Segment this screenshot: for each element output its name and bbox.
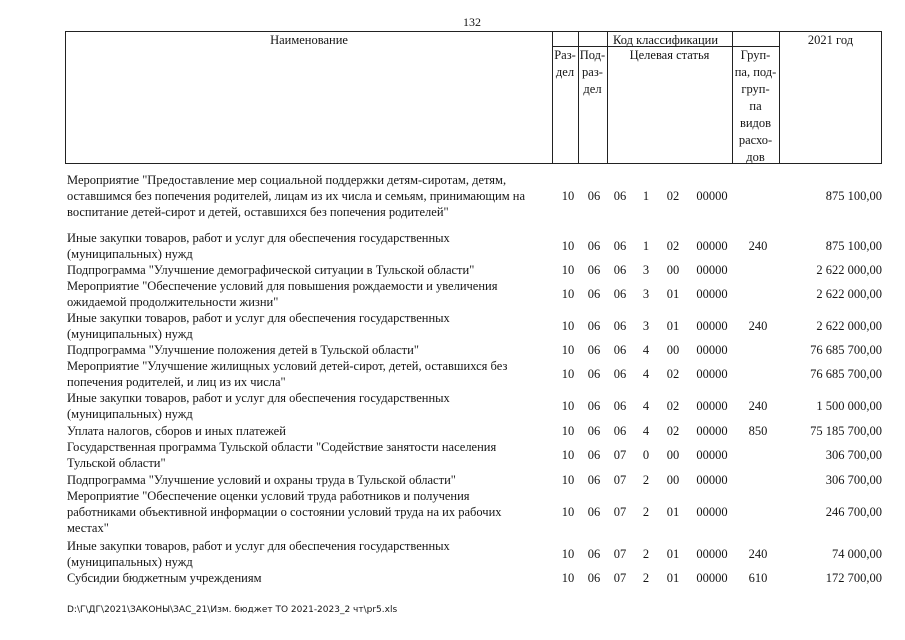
header-group: Груп- па, под- груп- па видов расхо- дов — [734, 48, 777, 164]
cell-target-4: 00000 — [696, 189, 728, 203]
table-row — [0, 230, 905, 262]
cell-razdel: 10 — [561, 189, 575, 203]
cell-target-2: 3 — [642, 263, 650, 277]
cell-target-2: 4 — [642, 367, 650, 381]
cell-target-1: 06 — [613, 287, 627, 301]
cell-target-1: 07 — [613, 473, 627, 487]
table-header — [65, 31, 882, 164]
header-name: Наименование — [270, 33, 348, 47]
header-podrazdel: Под- раз- дел — [579, 48, 606, 96]
cell-target-3: 02 — [666, 189, 680, 203]
cell-target-4: 00000 — [696, 343, 728, 357]
cell-razdel: 10 — [561, 239, 575, 253]
cell-podrazdel: 06 — [587, 399, 601, 413]
cell-group: 610 — [748, 571, 768, 585]
cell-target-2: 3 — [642, 319, 650, 333]
table-row — [0, 439, 905, 471]
cell-target-2: 4 — [642, 399, 650, 413]
cell-razdel: 10 — [561, 343, 575, 357]
table-row — [0, 472, 905, 488]
cell-target-1: 06 — [613, 343, 627, 357]
cell-target-2: 0 — [642, 448, 650, 462]
file-path-footer: D:\Г\ДГ\2021\ЗАКОНЫ\ЗАС_21\Изм. бюджет ТО 2021-2023_2 чт\pr5.xls — [67, 605, 398, 615]
cell-podrazdel: 06 — [587, 189, 601, 203]
cell-target-4: 00000 — [696, 399, 728, 413]
cell-target-3: 00 — [666, 448, 680, 462]
row-name: Подпрограмма "Улучшение положения детей в Тульской области" — [67, 343, 419, 357]
row-name: Подпрограмма "Улучшение условий и охраны труда в Тульской области" — [67, 473, 456, 487]
cell-target-4: 00000 — [696, 263, 728, 277]
cell-target-4: 00000 — [696, 239, 728, 253]
row-name: Иные закупки товаров, работ и услуг для обеспечения государственных (муниципальных) нужд — [67, 539, 450, 569]
cell-razdel: 10 — [561, 571, 575, 585]
cell-target-4: 00000 — [696, 448, 728, 462]
cell-target-2: 1 — [642, 189, 650, 203]
cell-target-1: 06 — [613, 399, 627, 413]
cell-target-3: 00 — [666, 343, 680, 357]
cell-amount: 306 700,00 — [825, 448, 882, 462]
cell-target-2: 3 — [642, 287, 650, 301]
cell-razdel: 10 — [561, 263, 575, 277]
cell-target-3: 00 — [666, 473, 680, 487]
cell-amount: 2 622 000,00 — [816, 319, 882, 333]
cell-razdel: 10 — [561, 424, 575, 438]
table-row — [0, 488, 905, 536]
cell-amount: 2 622 000,00 — [816, 263, 882, 277]
cell-target-2: 2 — [642, 473, 650, 487]
cell-target-3: 02 — [666, 399, 680, 413]
cell-amount: 875 100,00 — [825, 239, 882, 253]
cell-target-4: 00000 — [696, 287, 728, 301]
row-name: Мероприятие "Предоставление мер социальной поддержки детям-сиротам, детям, оставшимся без попечения родителей, лицам из их числа и семьям, принимающим на воспитание детей-сирот и детей, оставшихся без попечения родителей" — [67, 173, 526, 219]
cell-group: 850 — [748, 424, 768, 438]
cell-target-2: 4 — [642, 343, 650, 357]
cell-target-3: 02 — [666, 367, 680, 381]
cell-group: 240 — [748, 239, 768, 253]
cell-podrazdel: 06 — [587, 547, 601, 561]
cell-target-1: 07 — [613, 571, 627, 585]
cell-target-1: 07 — [613, 448, 627, 462]
cell-target-3: 01 — [666, 319, 680, 333]
header-code: Код классификации — [612, 33, 719, 47]
table-row — [0, 423, 905, 439]
row-name: Мероприятие "Обеспечение оценки условий труда работников и получения работниками объективной информации о состоянии условий труда на их рабочих местах" — [67, 489, 502, 535]
cell-target-2: 2 — [642, 547, 650, 561]
cell-amount: 246 700,00 — [825, 505, 882, 519]
cell-target-4: 00000 — [696, 367, 728, 381]
cell-target-3: 01 — [666, 571, 680, 585]
cell-podrazdel: 06 — [587, 319, 601, 333]
row-name: Подпрограмма "Улучшение демографической ситуации в Тульской области" — [67, 263, 475, 277]
cell-amount: 1 500 000,00 — [816, 399, 882, 413]
cell-group: 240 — [748, 399, 768, 413]
cell-target-1: 06 — [613, 189, 627, 203]
cell-podrazdel: 06 — [587, 448, 601, 462]
row-name: Иные закупки товаров, работ и услуг для обеспечения государственных (муниципальных) нужд — [67, 391, 450, 421]
cell-target-1: 07 — [613, 505, 627, 519]
cell-podrazdel: 06 — [587, 367, 601, 381]
row-name: Иные закупки товаров, работ и услуг для обеспечения государственных (муниципальных) нужд — [67, 231, 450, 261]
cell-amount: 306 700,00 — [825, 473, 882, 487]
cell-target-2: 2 — [642, 505, 650, 519]
cell-target-3: 02 — [666, 424, 680, 438]
cell-razdel: 10 — [561, 473, 575, 487]
cell-target-3: 01 — [666, 287, 680, 301]
table-row — [0, 310, 905, 342]
cell-target-4: 00000 — [696, 319, 728, 333]
table-row — [0, 390, 905, 422]
table-row — [0, 262, 905, 278]
cell-podrazdel: 06 — [587, 263, 601, 277]
cell-podrazdel: 06 — [587, 239, 601, 253]
cell-target-1: 07 — [613, 547, 627, 561]
cell-target-2: 2 — [642, 571, 650, 585]
cell-amount: 76 685 700,00 — [810, 367, 882, 381]
cell-target-1: 06 — [613, 424, 627, 438]
cell-podrazdel: 06 — [587, 505, 601, 519]
row-name: Государственная программа Тульской области "Содействие занятости населения Тульской области" — [67, 440, 497, 470]
cell-podrazdel: 06 — [587, 287, 601, 301]
header-target-article: Целевая статья — [629, 48, 710, 62]
cell-target-2: 4 — [642, 424, 650, 438]
table-row — [0, 570, 905, 586]
cell-razdel: 10 — [561, 505, 575, 519]
cell-podrazdel: 06 — [587, 424, 601, 438]
cell-target-4: 00000 — [696, 505, 728, 519]
table-row — [0, 358, 905, 390]
table-row — [0, 538, 905, 570]
cell-target-4: 00000 — [696, 547, 728, 561]
table-row — [0, 342, 905, 358]
cell-group: 240 — [748, 319, 768, 333]
cell-target-3: 00 — [666, 263, 680, 277]
cell-amount: 2 622 000,00 — [816, 287, 882, 301]
cell-target-1: 06 — [613, 367, 627, 381]
cell-target-4: 00000 — [696, 424, 728, 438]
cell-target-4: 00000 — [696, 473, 728, 487]
row-name: Мероприятие "Обеспечение условий для повышения рождаемости и увеличения ожидаемой продолжительности жизни" — [67, 279, 498, 309]
cell-amount: 172 700,00 — [825, 571, 882, 585]
row-name: Мероприятие "Улучшение жилищных условий детей-сирот, детей, оставшихся без попечения родителей, и лиц из их числа" — [67, 359, 508, 389]
page-number: 132 — [463, 15, 481, 29]
cell-razdel: 10 — [561, 448, 575, 462]
table-row — [0, 172, 905, 220]
cell-podrazdel: 06 — [587, 571, 601, 585]
cell-razdel: 10 — [561, 287, 575, 301]
header-year: 2021 год — [807, 33, 854, 47]
cell-amount: 74 000,00 — [832, 547, 882, 561]
cell-razdel: 10 — [561, 399, 575, 413]
cell-amount: 875 100,00 — [825, 189, 882, 203]
cell-target-3: 01 — [666, 547, 680, 561]
cell-target-3: 01 — [666, 505, 680, 519]
cell-amount: 76 685 700,00 — [810, 343, 882, 357]
cell-target-1: 06 — [613, 263, 627, 277]
row-name: Уплата налогов, сборов и иных платежей — [67, 424, 286, 438]
cell-amount: 75 185 700,00 — [810, 424, 882, 438]
row-name: Субсидии бюджетным учреждениям — [67, 571, 262, 585]
cell-target-3: 02 — [666, 239, 680, 253]
cell-podrazdel: 06 — [587, 473, 601, 487]
cell-razdel: 10 — [561, 547, 575, 561]
table-row — [0, 278, 905, 310]
cell-target-2: 1 — [642, 239, 650, 253]
row-name: Иные закупки товаров, работ и услуг для обеспечения государственных (муниципальных) нужд — [67, 311, 450, 341]
header-razdel: Раз- дел — [554, 48, 576, 79]
cell-razdel: 10 — [561, 319, 575, 333]
cell-podrazdel: 06 — [587, 343, 601, 357]
cell-target-1: 06 — [613, 319, 627, 333]
cell-target-4: 00000 — [696, 571, 728, 585]
cell-target-1: 06 — [613, 239, 627, 253]
cell-group: 240 — [748, 547, 768, 561]
cell-razdel: 10 — [561, 367, 575, 381]
